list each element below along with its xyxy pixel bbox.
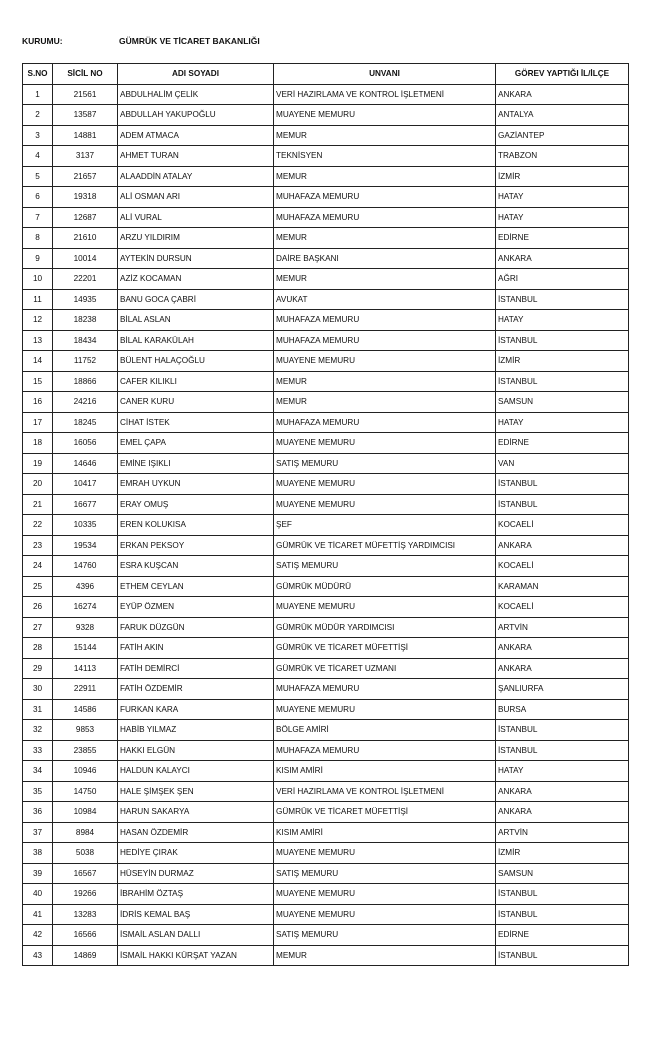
cell-title: SATIŞ MEMURU [274,556,496,577]
cell-name: HARUN SAKARYA [118,802,274,823]
cell-title: MUHAFAZA MEMURU [274,207,496,228]
cell-sno: 41 [23,904,53,925]
cell-title: MUHAFAZA MEMURU [274,310,496,331]
table-row [23,597,629,618]
cell-sicil-no: 14935 [53,289,118,310]
cell-title: VERİ HAZIRLAMA VE KONTROL İŞLETMENİ [274,781,496,802]
cell-sno: 3 [23,125,53,146]
table-row [23,248,629,269]
cell-title: BÖLGE AMİRİ [274,720,496,741]
cell-location: İSTANBUL [496,720,629,741]
cell-sicil-no: 13587 [53,105,118,126]
cell-name: HÜSEYİN DURMAZ [118,863,274,884]
cell-name: ERKAN PEKSOY [118,535,274,556]
cell-sno: 15 [23,371,53,392]
table-row [23,330,629,351]
cell-title: KISIM AMİRİ [274,761,496,782]
cell-sno: 12 [23,310,53,331]
cell-sicil-no: 10335 [53,515,118,536]
cell-sno: 6 [23,187,53,208]
cell-sno: 25 [23,576,53,597]
cell-sicil-no: 19266 [53,884,118,905]
table-row [23,658,629,679]
cell-location: SAMSUN [496,392,629,413]
cell-location: HATAY [496,761,629,782]
table-row [23,392,629,413]
table-row [23,740,629,761]
cell-location: İSTANBUL [496,904,629,925]
cell-sicil-no: 15144 [53,638,118,659]
table-row [23,146,629,167]
cell-sicil-no: 23855 [53,740,118,761]
cell-sicil-no: 16566 [53,925,118,946]
table-row [23,781,629,802]
cell-title: GÜMRÜK VE TİCARET MÜFETTİŞİ [274,802,496,823]
cell-title: MUAYENE MEMURU [274,843,496,864]
table-row [23,105,629,126]
cell-sicil-no: 16677 [53,494,118,515]
cell-sno: 43 [23,945,53,966]
cell-sno: 16 [23,392,53,413]
cell-location: İSTANBUL [496,330,629,351]
cell-name: İBRAHİM ÖZTAŞ [118,884,274,905]
table-row [23,884,629,905]
table-row [23,207,629,228]
cell-sicil-no: 21657 [53,166,118,187]
cell-title: GÜMRÜK MÜDÜR YARDIMCISI [274,617,496,638]
table-body [23,84,629,966]
cell-location: EDİRNE [496,925,629,946]
cell-sno: 18 [23,433,53,454]
cell-sno: 37 [23,822,53,843]
cell-title: MUHAFAZA MEMURU [274,330,496,351]
table-header-row [23,64,629,85]
cell-sno: 2 [23,105,53,126]
cell-location: EDİRNE [496,433,629,454]
cell-name: EMRAH UYKUN [118,474,274,495]
cell-sno: 27 [23,617,53,638]
cell-name: HABİB YILMAZ [118,720,274,741]
cell-location: KOCAELİ [496,515,629,536]
cell-sicil-no: 18238 [53,310,118,331]
table-row [23,228,629,249]
cell-sicil-no: 14586 [53,699,118,720]
cell-sicil-no: 9328 [53,617,118,638]
institution-name: GÜMRÜK VE TİCARET BAKANLIĞI [119,36,260,46]
cell-title: ŞEF [274,515,496,536]
cell-sno: 38 [23,843,53,864]
table-row [23,761,629,782]
cell-name: EREN KOLUKISA [118,515,274,536]
cell-title: MUAYENE MEMURU [274,597,496,618]
cell-location: HATAY [496,412,629,433]
cell-location: VAN [496,453,629,474]
cell-name: ARZU YILDIRIM [118,228,274,249]
cell-sno: 36 [23,802,53,823]
cell-title: MUHAFAZA MEMURU [274,679,496,700]
cell-name: HEDİYE ÇIRAK [118,843,274,864]
table-row [23,863,629,884]
cell-sno: 26 [23,597,53,618]
table-row [23,925,629,946]
table-row [23,822,629,843]
table-row [23,289,629,310]
cell-name: FARUK DÜZGÜN [118,617,274,638]
cell-sicil-no: 18866 [53,371,118,392]
table-row [23,904,629,925]
cell-location: EDİRNE [496,228,629,249]
cell-name: ALAADDİN ATALAY [118,166,274,187]
cell-title: MUAYENE MEMURU [274,433,496,454]
cell-name: İSMAİL ASLAN DALLI [118,925,274,946]
cell-name: CANER KURU [118,392,274,413]
cell-sno: 35 [23,781,53,802]
cell-sno: 1 [23,84,53,105]
column-header-sno: S.NO [23,64,53,85]
cell-sno: 7 [23,207,53,228]
cell-location: ŞANLIURFA [496,679,629,700]
cell-name: FATİH ÖZDEMİR [118,679,274,700]
cell-sno: 8 [23,228,53,249]
table-row [23,371,629,392]
cell-name: ABDULLAH YAKUPOĞLU [118,105,274,126]
cell-title: GÜMRÜK MÜDÜRÜ [274,576,496,597]
table-row [23,802,629,823]
cell-title: DAİRE BAŞKANI [274,248,496,269]
cell-sicil-no: 16056 [53,433,118,454]
table-row [23,945,629,966]
cell-location: ARTVİN [496,617,629,638]
cell-sicil-no: 13283 [53,904,118,925]
cell-title: GÜMRÜK VE TİCARET MÜFETTİŞİ [274,638,496,659]
cell-name: ALİ VURAL [118,207,274,228]
cell-name: ERAY OMUŞ [118,494,274,515]
cell-location: KOCAELİ [496,597,629,618]
cell-sno: 32 [23,720,53,741]
cell-location: İZMİR [496,351,629,372]
cell-location: ANKARA [496,535,629,556]
cell-sno: 4 [23,146,53,167]
cell-location: İSTANBUL [496,945,629,966]
cell-name: İDRİS KEMAL BAŞ [118,904,274,925]
cell-sicil-no: 22201 [53,269,118,290]
cell-sicil-no: 10984 [53,802,118,823]
cell-location: BURSA [496,699,629,720]
cell-location: ANKARA [496,781,629,802]
cell-name: HALE ŞİMŞEK ŞEN [118,781,274,802]
column-header-title: UNVANI [274,64,496,85]
cell-name: ALİ OSMAN ARI [118,187,274,208]
cell-title: MUHAFAZA MEMURU [274,740,496,761]
cell-sno: 11 [23,289,53,310]
cell-name: BANU GOCA ÇABRİ [118,289,274,310]
cell-sicil-no: 21610 [53,228,118,249]
cell-location: İSTANBUL [496,740,629,761]
table-row [23,494,629,515]
cell-name: AYTEKİN DURSUN [118,248,274,269]
cell-sno: 19 [23,453,53,474]
cell-sicil-no: 10946 [53,761,118,782]
column-header-location: GÖREV YAPTIĞI İL/İLÇE [496,64,629,85]
cell-name: HAKKI ELGÜN [118,740,274,761]
table-row [23,351,629,372]
cell-sicil-no: 14881 [53,125,118,146]
cell-location: İSTANBUL [496,494,629,515]
cell-sicil-no: 10014 [53,248,118,269]
cell-name: İSMAİL HAKKI KÜRŞAT YAZAN [118,945,274,966]
cell-name: EYÜP ÖZMEN [118,597,274,618]
personnel-table [22,63,629,966]
cell-title: MEMUR [274,945,496,966]
cell-sicil-no: 18245 [53,412,118,433]
cell-sicil-no: 22911 [53,679,118,700]
table-row [23,412,629,433]
cell-title: MUAYENE MEMURU [274,105,496,126]
table-row [23,310,629,331]
cell-title: GÜMRÜK VE TİCARET UZMANI [274,658,496,679]
table-row [23,638,629,659]
cell-title: MEMUR [274,228,496,249]
table-row [23,843,629,864]
cell-sno: 30 [23,679,53,700]
cell-location: ANKARA [496,638,629,659]
cell-sno: 28 [23,638,53,659]
cell-sno: 17 [23,412,53,433]
cell-location: ARTVİN [496,822,629,843]
cell-title: AVUKAT [274,289,496,310]
cell-title: MUHAFAZA MEMURU [274,412,496,433]
table-row [23,720,629,741]
cell-location: HATAY [496,310,629,331]
table-row [23,617,629,638]
cell-title: MEMUR [274,371,496,392]
institution-label: KURUMU: [22,36,63,46]
cell-location: ANKARA [496,802,629,823]
cell-name: CİHAT İSTEK [118,412,274,433]
cell-sicil-no: 9853 [53,720,118,741]
cell-sno: 21 [23,494,53,515]
cell-sicil-no: 14646 [53,453,118,474]
cell-title: MEMUR [274,125,496,146]
cell-location: HATAY [496,207,629,228]
cell-sicil-no: 4396 [53,576,118,597]
column-header-name: ADI SOYADI [118,64,274,85]
table-row [23,187,629,208]
cell-sno: 23 [23,535,53,556]
cell-sicil-no: 14869 [53,945,118,966]
cell-sicil-no: 14760 [53,556,118,577]
cell-sno: 22 [23,515,53,536]
cell-sicil-no: 11752 [53,351,118,372]
cell-location: KOCAELİ [496,556,629,577]
cell-title: MEMUR [274,269,496,290]
cell-sno: 34 [23,761,53,782]
cell-sicil-no: 5038 [53,843,118,864]
cell-location: İSTANBUL [496,371,629,392]
cell-name: HASAN ÖZDEMİR [118,822,274,843]
cell-sno: 13 [23,330,53,351]
table-row [23,535,629,556]
table-row [23,125,629,146]
table-row [23,556,629,577]
cell-sicil-no: 16567 [53,863,118,884]
cell-location: KARAMAN [496,576,629,597]
cell-sno: 9 [23,248,53,269]
cell-location: İSTANBUL [496,884,629,905]
cell-sicil-no: 14113 [53,658,118,679]
cell-title: TEKNİSYEN [274,146,496,167]
cell-title: MUAYENE MEMURU [274,474,496,495]
cell-title: MUHAFAZA MEMURU [274,187,496,208]
cell-title: KISIM AMİRİ [274,822,496,843]
cell-name: BİLAL KARAKÜLAH [118,330,274,351]
table-row [23,269,629,290]
cell-name: EMEL ÇAPA [118,433,274,454]
cell-name: AHMET TURAN [118,146,274,167]
cell-sno: 5 [23,166,53,187]
cell-sicil-no: 16274 [53,597,118,618]
table-row [23,84,629,105]
cell-sicil-no: 8984 [53,822,118,843]
cell-title: MUAYENE MEMURU [274,699,496,720]
cell-location: TRABZON [496,146,629,167]
table-row [23,576,629,597]
cell-name: FATİH AKIN [118,638,274,659]
cell-title: GÜMRÜK VE TİCARET MÜFETTİŞ YARDIMCISI [274,535,496,556]
cell-location: İZMİR [496,843,629,864]
table-row [23,699,629,720]
cell-sno: 20 [23,474,53,495]
cell-location: ANKARA [496,248,629,269]
cell-name: ETHEM CEYLAN [118,576,274,597]
table-row [23,474,629,495]
cell-location: ANKARA [496,658,629,679]
table-row [23,433,629,454]
cell-name: ABDULHALİM ÇELİK [118,84,274,105]
cell-location: AĞRI [496,269,629,290]
cell-name: ESRA KUŞCAN [118,556,274,577]
cell-sicil-no: 12687 [53,207,118,228]
cell-name: AZİZ KOCAMAN [118,269,274,290]
cell-sno: 14 [23,351,53,372]
cell-sicil-no: 14750 [53,781,118,802]
cell-name: HALDUN KALAYCI [118,761,274,782]
cell-title: MUAYENE MEMURU [274,884,496,905]
cell-location: SAMSUN [496,863,629,884]
cell-sicil-no: 21561 [53,84,118,105]
cell-title: MEMUR [274,166,496,187]
table-row [23,679,629,700]
cell-sicil-no: 10417 [53,474,118,495]
cell-location: İZMİR [496,166,629,187]
cell-name: ADEM ATMACA [118,125,274,146]
cell-sno: 33 [23,740,53,761]
cell-sicil-no: 24216 [53,392,118,413]
cell-location: İSTANBUL [496,474,629,495]
cell-name: BİLAL ASLAN [118,310,274,331]
cell-title: SATIŞ MEMURU [274,863,496,884]
column-header-sicil-no: SİCİL NO [53,64,118,85]
cell-sicil-no: 19318 [53,187,118,208]
cell-sicil-no: 18434 [53,330,118,351]
cell-name: CAFER KILIKLI [118,371,274,392]
cell-location: İSTANBUL [496,289,629,310]
cell-title: MEMUR [274,392,496,413]
table-row [23,515,629,536]
table-row [23,166,629,187]
cell-title: SATIŞ MEMURU [274,453,496,474]
cell-sicil-no: 3137 [53,146,118,167]
cell-sno: 42 [23,925,53,946]
cell-location: ANTALYA [496,105,629,126]
cell-location: ANKARA [496,84,629,105]
cell-title: SATIŞ MEMURU [274,925,496,946]
cell-name: FURKAN KARA [118,699,274,720]
cell-title: MUAYENE MEMURU [274,904,496,925]
cell-sno: 29 [23,658,53,679]
table-row [23,453,629,474]
cell-sno: 39 [23,863,53,884]
cell-sno: 31 [23,699,53,720]
cell-location: GAZİANTEP [496,125,629,146]
cell-sno: 40 [23,884,53,905]
cell-name: EMİNE IŞIKLI [118,453,274,474]
cell-location: HATAY [496,187,629,208]
cell-name: FATİH DEMİRCİ [118,658,274,679]
cell-title: VERİ HAZIRLAMA VE KONTROL İŞLETMENİ [274,84,496,105]
cell-sno: 10 [23,269,53,290]
cell-title: MUAYENE MEMURU [274,494,496,515]
cell-sicil-no: 19534 [53,535,118,556]
cell-title: MUAYENE MEMURU [274,351,496,372]
cell-sno: 24 [23,556,53,577]
cell-name: BÜLENT HALAÇOĞLU [118,351,274,372]
